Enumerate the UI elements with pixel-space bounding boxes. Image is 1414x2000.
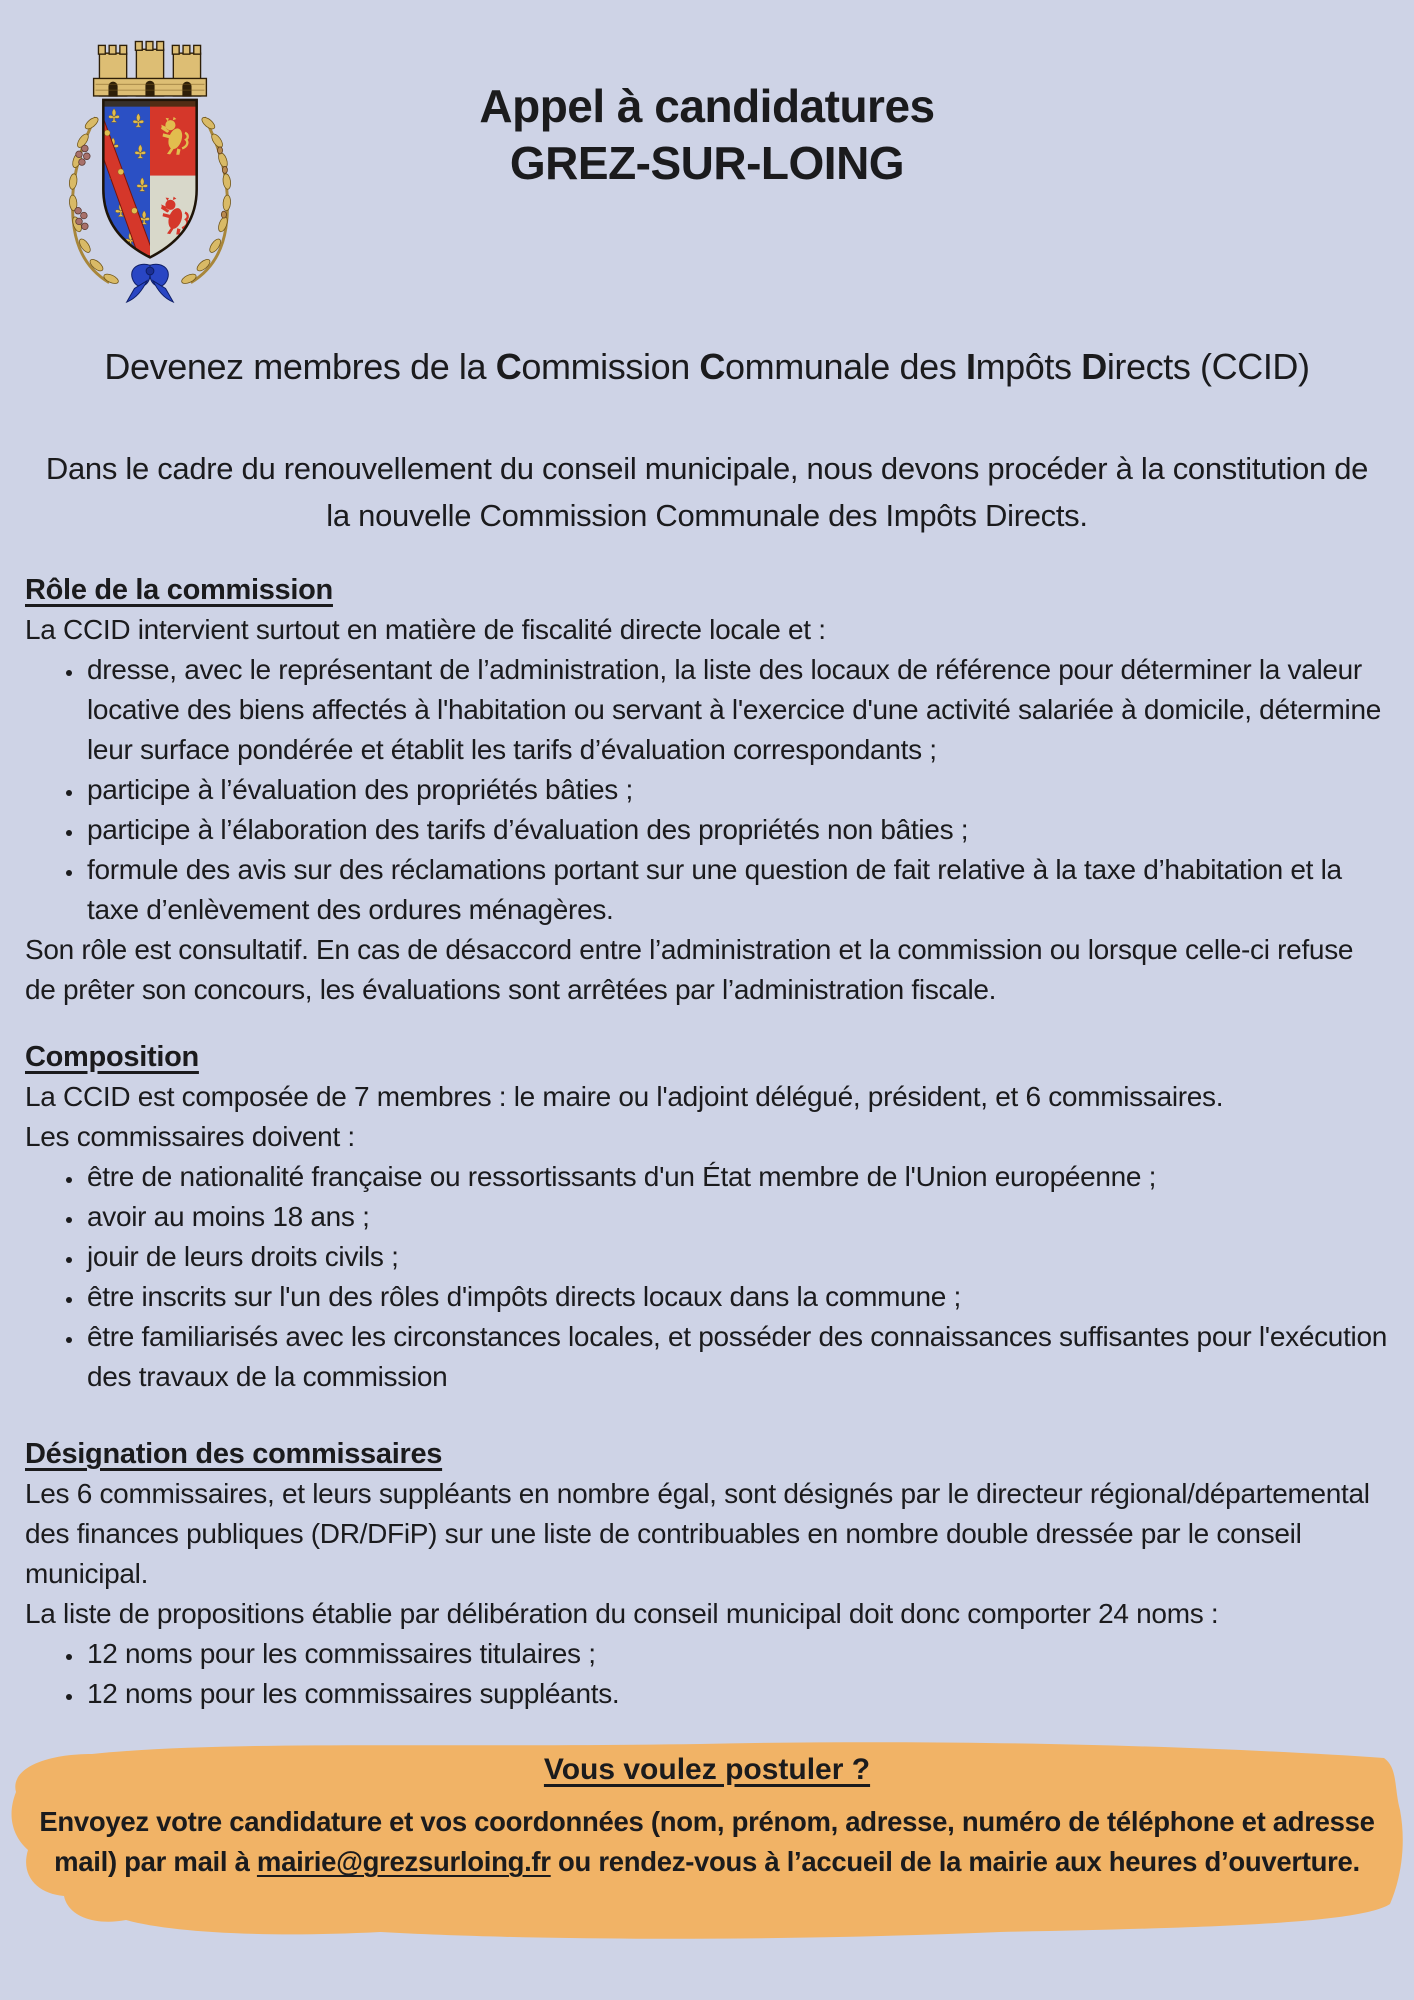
cta-content (0, 1722, 1414, 1882)
page-title-line2: GREZ-SUR-LOING (509, 137, 905, 189)
ribbon-bow-icon (127, 264, 174, 302)
section-heading-role: Rôle de la commission (25, 574, 333, 606)
section-role (25, 570, 1389, 1010)
paragraph-line: Les 6 commissaires, et leurs suppléants en nombre égal, sont désignés par le directeur régional/départemental des finances publiques (DR/DFiP) sur une liste de contribuables en nombre double dressée par le conseil municipal. (25, 1478, 1370, 1589)
section-role-intro (25, 610, 1389, 650)
text-segment: irects (CCID) (1106, 346, 1310, 387)
bullet-item: • avoir au moins 18 ans ; (85, 1197, 1389, 1237)
page-title-line1: Appel à candidatures (479, 80, 935, 132)
bullet-item: • être inscrits sur l'un des rôles d'impôts directs locaux dans la commune ; (85, 1277, 1389, 1317)
text-segment: I (965, 346, 976, 387)
section-heading-designation: Désignation des commissaires (25, 1438, 443, 1470)
paragraph-line: La liste de propositions établie par délibération du conseil municipal doit donc comporter 24 noms : (25, 1598, 1219, 1629)
text-segment: C (495, 346, 522, 387)
cta-title: Vous voulez postuler ? (543, 1753, 871, 1786)
text-segment: Devenez membres de la (104, 346, 496, 387)
paragraph-line: La CCID est composée de 7 membres : le maire ou l'adjoint délégué, président, et 6 commissaires. (25, 1081, 1224, 1112)
bullet-item: • participe à l’élaboration des tarifs d’évaluation des propriétés non bâties ; (85, 810, 1389, 850)
section-composition (25, 1037, 1389, 1397)
section-composition-bullets (25, 1157, 1389, 1397)
text-segment: Envoyez votre candidature et vos coordonnées (nom, prénom, adresse, numéro de téléphone et adresse mail) par mail à (39, 1806, 1375, 1877)
bullet-item: • 12 noms pour les commissaires titulaires ; (85, 1634, 1389, 1674)
section-designation-intro (25, 1474, 1389, 1634)
section-heading-composition: Composition (25, 1041, 199, 1073)
bullet-item: • 12 noms pour les commissaires suppléants. (85, 1674, 1389, 1714)
section-role-bullets (25, 650, 1389, 930)
bullet-item: • jouir de leurs droits civils ; (85, 1237, 1389, 1277)
cta-body (32, 1802, 1382, 1882)
section-role-outro (25, 930, 1389, 1010)
email-link[interactable]: mairie@grezsurloing.fr (256, 1846, 551, 1877)
section-designation (25, 1434, 1389, 1714)
section-designation-bullets (25, 1634, 1389, 1714)
cta-banner (0, 1722, 1414, 1948)
shield-icon (92, 100, 197, 263)
bullet-item: • dresse, avec le représentant de l’administration, la liste des locaux de référence pour déterminer la valeur locative des biens affectés à l'habitation ou servant à l'exercice d'une activité salariée à domicile, détermine leur surface pondérée et établit les tarifs d’évaluation correspondants ; (85, 650, 1389, 770)
text-segment: ou rendez-vous à l’accueil de la mairie aux heures d’ouverture. (550, 1846, 1360, 1877)
bullet-item: • formule des avis sur des réclamations portant sur une question de fait relative à la taxe d’habitation et la taxe d’enlèvement des ordures ménagères. (85, 850, 1389, 930)
bullet-item: • être familiarisés avec les circonstances locales, et posséder des connaissances suffisantes pour l'exécution des travaux de la commission (85, 1317, 1389, 1397)
coat-of-arms (52, 24, 248, 306)
text-segment: mpôts (975, 346, 1082, 387)
text-segment: ommunale des (725, 346, 966, 387)
bullet-item: • être de nationalité française ou ressortissants d'un État membre de l'Union européenne ; (85, 1157, 1389, 1197)
mural-crown-icon (94, 42, 207, 96)
paragraph-line: Les commissaires doivent : (25, 1121, 355, 1152)
body-content (25, 570, 1389, 1714)
text-segment: C (699, 346, 726, 387)
subheadline: Dans le cadre du renouvellement du conseil municipale, nous devons procéder à la constitution de la nouvelle Commission Communale des Impôts Directs. (45, 451, 1369, 533)
text-segment: ommission (521, 346, 700, 387)
section-composition-intro (25, 1077, 1389, 1157)
text-segment: D (1081, 346, 1107, 387)
headline (0, 345, 1414, 389)
header (0, 0, 1414, 310)
paragraph-line: La CCID intervient surtout en matière de fiscalité directe locale et : (25, 614, 826, 645)
paragraph-line: Son rôle est consultatif. En cas de désaccord entre l’administration et la commission ou lorsque celle-ci refuse de prêter son concours, les évaluations sont arrêtées par l’administration fiscale. (25, 934, 1354, 1005)
bullet-item: • participe à l’évaluation des propriétés bâties ; (85, 770, 1389, 810)
